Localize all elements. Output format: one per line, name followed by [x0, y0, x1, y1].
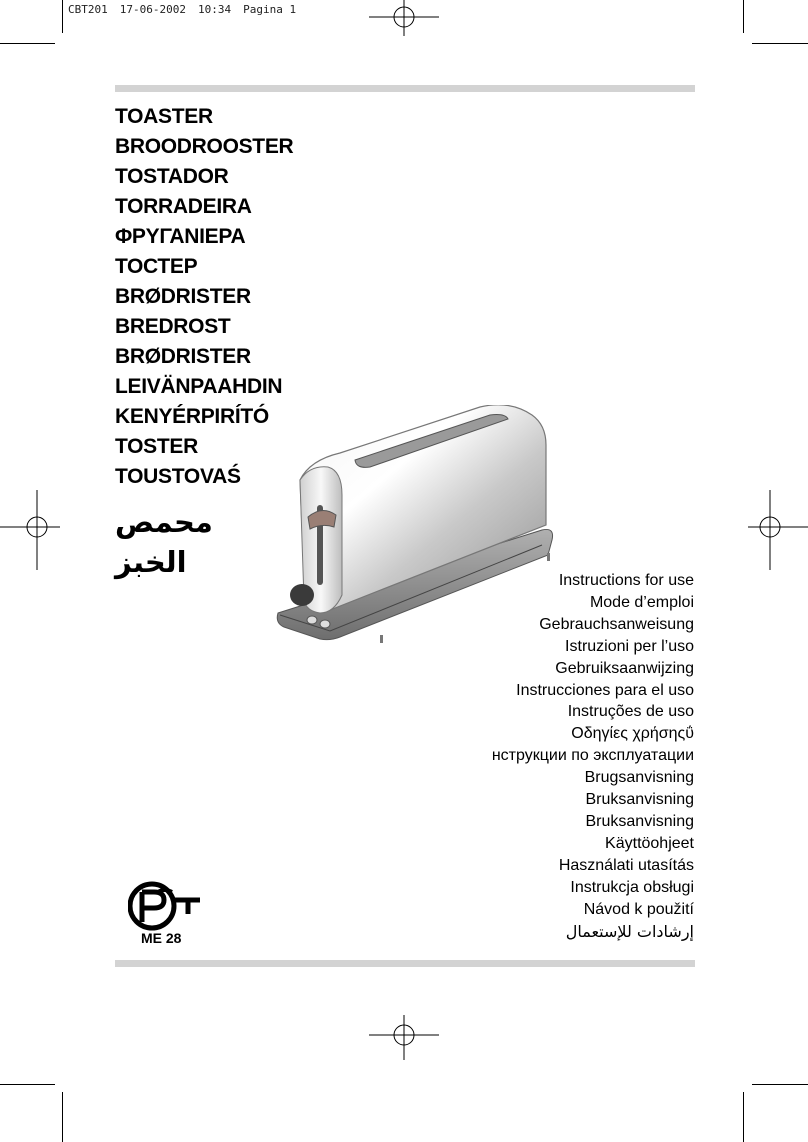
product-title: TORRADEIRA: [115, 195, 252, 218]
product-title: BROODROOSTER: [115, 135, 294, 158]
product-title: TOSTER: [115, 435, 198, 458]
product-title: BRØDRISTER: [115, 345, 251, 368]
crop-mark: [743, 1092, 744, 1142]
print-code: CBT201: [68, 3, 108, 16]
print-page: Pagina 1: [243, 3, 297, 16]
certification-code: ME 28: [141, 930, 182, 946]
product-title: TOUSTOVAŚ: [115, 465, 241, 488]
product-title: KENYÉRPIRÍTÓ: [115, 405, 269, 428]
instructions-item: Instrucciones para el uso: [516, 681, 694, 699]
product-title-arabic: محمص الخبز: [115, 505, 213, 579]
instructions-item: Gebruiksaanwijzing: [555, 659, 694, 677]
crop-mark: [743, 0, 744, 33]
crop-mark: [0, 43, 55, 44]
registration-mark-top-icon: [369, 0, 439, 40]
print-time: 10:34: [197, 3, 232, 16]
instructions-item: Gebrauchsanweisung: [539, 615, 694, 633]
print-header: [68, 3, 308, 16]
crop-mark: [752, 43, 808, 44]
instructions-item: Bruksanvisning: [585, 812, 694, 830]
instructions-item: Mode d’emploi: [589, 593, 694, 611]
bottom-divider-bar: [115, 960, 695, 967]
instructions-item: Istruzioni per l’uso: [565, 637, 694, 655]
product-title: BRØDRISTER: [115, 285, 251, 308]
instructions-language-list: [492, 570, 694, 942]
product-title-list: [115, 102, 293, 492]
instructions-item: Brugsanvisning: [584, 769, 694, 787]
product-title: ΦΡΥΓΑΝΙΕΡΑ: [115, 225, 246, 248]
instructions-item: Οδηγίες χρήσηςΰ: [571, 725, 694, 743]
registration-mark-right-icon: [748, 490, 808, 570]
crop-mark: [0, 1084, 55, 1085]
top-divider-bar: [115, 85, 695, 92]
instructions-item: Bruksanvisning: [585, 791, 694, 809]
registration-mark-left-icon: [0, 490, 60, 570]
registration-mark-bottom-icon: [369, 1010, 439, 1065]
instructions-item: Használati utasítás: [558, 856, 694, 874]
print-date: 17-06-2002: [119, 3, 186, 16]
instructions-item: Instruções de uso: [567, 703, 694, 721]
instructions-item: нструкции по эксплуатации: [491, 747, 694, 765]
product-title: ТОСТЕР: [115, 255, 198, 278]
crop-mark: [62, 1092, 63, 1142]
product-title: TOASTER: [115, 105, 213, 128]
crop-mark: [62, 0, 63, 33]
instructions-item: Käyttöohjeet: [605, 834, 694, 852]
instructions-item: إرشادات للإستعمال: [565, 921, 694, 941]
product-title: TOSTADOR: [115, 165, 229, 188]
instructions-item: Instructions for use: [558, 572, 694, 589]
crop-mark: [752, 1084, 808, 1085]
product-title: BREDROST: [115, 315, 231, 338]
product-title: LEIVÄNPAAHDIN: [115, 375, 283, 398]
instructions-item: Návod k použití: [583, 900, 694, 918]
instructions-item: Instrukcja obsługi: [570, 878, 694, 896]
